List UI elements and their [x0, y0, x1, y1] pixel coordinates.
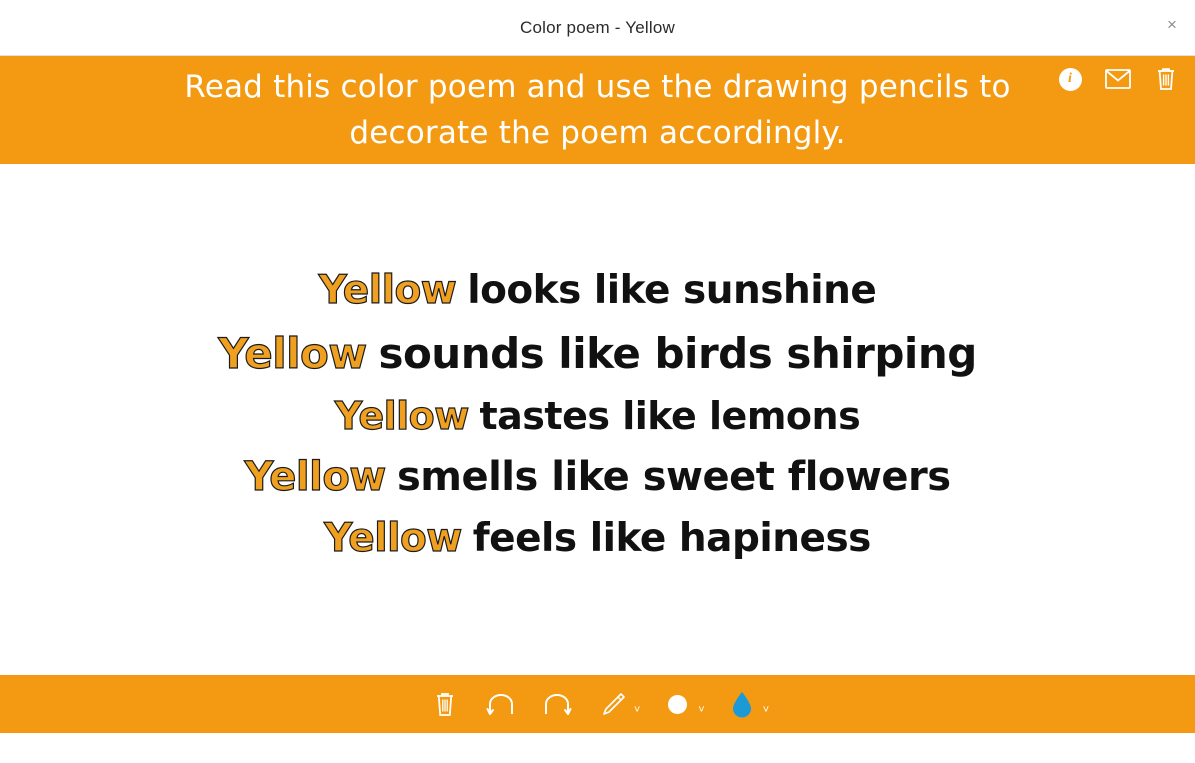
stroke-size-icon: [658, 685, 696, 723]
redo-icon: [542, 692, 572, 716]
poem-line: [335, 394, 860, 438]
poem-line: [319, 268, 877, 313]
drawing-toolbar: [0, 675, 1195, 733]
poem-keyword: Yellow: [318, 268, 457, 313]
undo-tool-button[interactable]: [482, 685, 520, 723]
chevron-down-icon: ˅: [762, 703, 770, 716]
stroke-size-swatch: [668, 695, 687, 714]
pen-tool-button[interactable]: [594, 685, 640, 723]
undo-icon: [486, 692, 516, 716]
instruction-text: Read this color poem and use the drawing pencils to decorate the poem accordingly.: [184, 68, 1011, 151]
poem-canvas[interactable]: [0, 164, 1195, 675]
poem-line: [244, 454, 950, 500]
trash-icon[interactable]: [1153, 66, 1179, 92]
poem-keyword: Yellow: [324, 516, 462, 561]
poem-keyword: Yellow: [334, 394, 469, 438]
page-title: Color poem - Yellow: [520, 17, 675, 37]
chevron-down-icon: ˅: [698, 703, 705, 716]
stroke-size-tool-button[interactable]: [658, 685, 704, 723]
color-tool-button[interactable]: [723, 685, 769, 723]
poem-keyword: Yellow: [218, 329, 367, 378]
poem-line-text: sounds like birds shirping: [378, 329, 977, 378]
footer-strip: [0, 733, 1195, 763]
window-titlebar: [0, 0, 1195, 56]
trash-icon: [434, 691, 456, 717]
poem-line: [324, 516, 871, 561]
banner-icon-group: [1057, 66, 1179, 92]
envelope-icon[interactable]: [1105, 66, 1131, 92]
poem-line: [218, 329, 977, 378]
pen-icon: [594, 685, 632, 723]
chevron-down-icon: ˅: [633, 703, 641, 716]
redo-tool-button[interactable]: [538, 685, 576, 723]
instruction-banner: [0, 56, 1195, 164]
poem-line-text: tastes like lemons: [479, 394, 861, 438]
info-icon[interactable]: [1057, 66, 1083, 92]
close-icon[interactable]: ×: [1167, 15, 1177, 34]
info-icon-glyph: i: [1059, 68, 1082, 91]
poem-line-text: looks like sunshine: [467, 268, 877, 313]
poem-keyword: Yellow: [244, 454, 386, 500]
poem-line-text: smells like sweet flowers: [396, 454, 951, 500]
poem-line-text: feels like hapiness: [472, 516, 871, 561]
water-drop-icon: [723, 685, 761, 723]
delete-tool-button[interactable]: [426, 685, 464, 723]
